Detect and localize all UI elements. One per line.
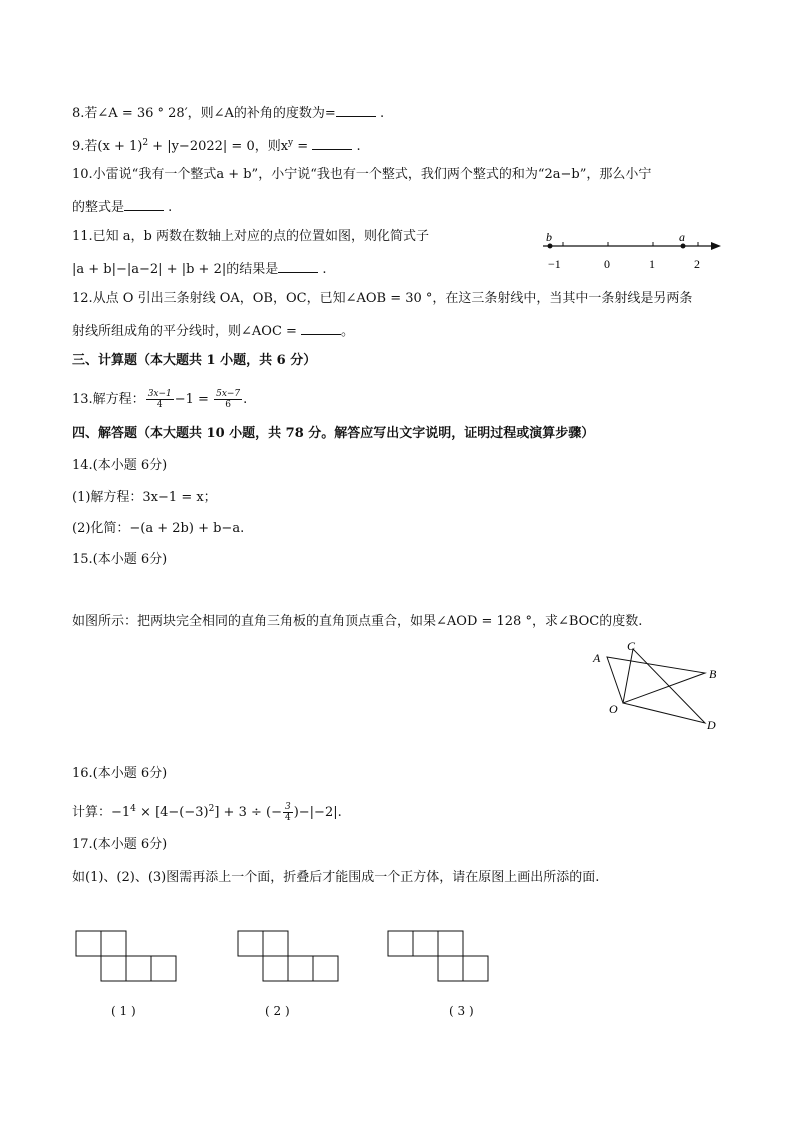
point-a xyxy=(681,244,686,249)
answer-blank[interactable] xyxy=(301,321,341,335)
question-10-line-1: 10.小雷说“我有一个整式a + b”，小宁说“我也有一个整式，我们两个整式的和为“2a−b”，那么小宁 xyxy=(72,167,652,182)
answer-blank[interactable] xyxy=(124,197,164,211)
tick-label: 1 xyxy=(649,257,655,271)
answer-blank[interactable] xyxy=(336,103,376,117)
answer-blank[interactable] xyxy=(312,136,352,150)
question-16-expression: 计算：$-1^4 \times [4-(-3)^2] + 3$ ÷ (− $\frac{3}{4}$ )−|−2|. xyxy=(72,802,342,823)
net-label-1: ( 1 ) xyxy=(111,1004,136,1018)
question-12-line-1: 12.从点 O 引出三条射线 OA，OB，OC，已知∠AOB = 30 °，在这三条射线中，当其中一条射线是另两条 xyxy=(72,291,693,306)
label-c: C xyxy=(627,639,636,653)
net-label-2: ( 2 ) xyxy=(265,1004,290,1018)
question-11-line-1: 11.已知 a，b 两数在数轴上对应的点的位置如图，则化简式子 xyxy=(72,229,430,244)
question-16-header: 16.(本小题 6分) xyxy=(72,766,168,781)
question-17-text: 如(1)、(2)、(3)图需再添上一个面，折叠后才能围成一个正方体，请在原图上画出所添的面. xyxy=(72,870,600,885)
section-3-heading: 三、计算题（本大题共 1 小题，共 6 分） xyxy=(72,353,317,368)
tick-label: −1 xyxy=(548,257,561,271)
arrow-head-icon xyxy=(711,242,721,250)
label-b: b xyxy=(546,230,552,244)
triangle-cod xyxy=(623,649,705,723)
cube-net-3[interactable] xyxy=(388,931,488,981)
question-12-line-2: 射线所组成角的平分线时，则∠AOC = 。 xyxy=(72,321,354,341)
label-d: D xyxy=(707,718,716,732)
question-15-header: 15.(本小题 6分) xyxy=(72,552,168,567)
question-10-line-2: 的整式是 . xyxy=(72,197,172,217)
question-14-part-2: (2)化简：−(a + 2b) + b−a. xyxy=(72,521,245,536)
fraction: $\frac{3}{4}$ xyxy=(284,802,291,823)
tick-label: 2 xyxy=(694,257,700,271)
cube-net-1[interactable] xyxy=(76,931,176,981)
triangle-figure xyxy=(585,635,725,735)
net-label-3: ( 3 ) xyxy=(449,1004,474,1018)
label-b: B xyxy=(709,667,717,681)
number-line-figure xyxy=(535,226,730,274)
fraction: $\frac{5x-7}{6}$ xyxy=(216,389,241,410)
cube-nets-figure xyxy=(70,925,510,987)
section-4-heading: 四、解答题（本大题共 10 小题，共 78 分。解答应写出文字说明，证明过程或演算步骤） xyxy=(72,426,595,441)
point-b xyxy=(548,244,553,249)
tick-label: 0 xyxy=(604,257,610,271)
answer-blank[interactable] xyxy=(278,259,318,273)
question-8: 8.若∠A = 36 ° 28′，则∠A的补角的度数为= . xyxy=(72,103,384,123)
question-15-text: 如图所示：把两块完全相同的直角三角板的直角顶点重合，如果∠AOD = 128 °，求∠BOC的度数. xyxy=(72,614,643,629)
question-11-line-2: |a + b|−|a−2| + |b + 2|的结果是 . xyxy=(72,259,327,279)
label-a: A xyxy=(593,651,601,665)
fraction: $\frac{3x-1}{4}$ xyxy=(147,389,172,410)
question-17-header: 17.(本小题 6分) xyxy=(72,837,168,852)
question-14-header: 14.(本小题 6分) xyxy=(72,458,168,473)
question-14-part-1: (1)解方程：3x−1 = x； xyxy=(72,490,217,505)
cube-net-2[interactable] xyxy=(238,931,338,981)
label-o: O xyxy=(609,702,618,716)
question-13: 13.解方程： $\frac{3x-1}{4}$ −1 = $\frac{5x-7}{6}$ . xyxy=(72,389,248,410)
question-9: 9.若$(x + 1)^2 + |y-2022| = 0$，则$x^y$ = . xyxy=(72,138,361,154)
label-a: a xyxy=(679,230,685,244)
triangle-aob xyxy=(607,657,705,703)
